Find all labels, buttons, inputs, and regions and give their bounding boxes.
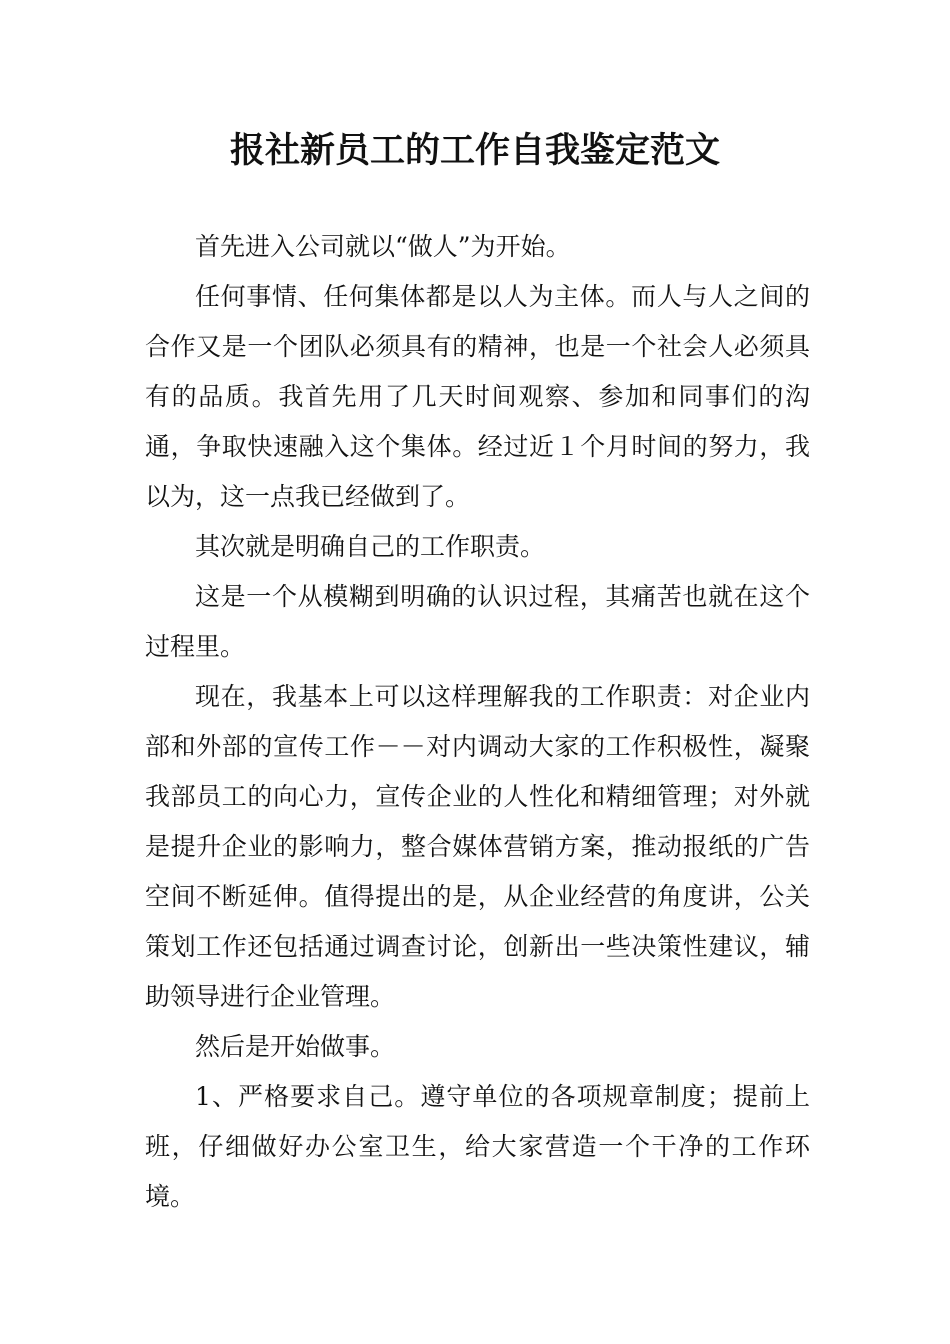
document-body bbox=[145, 222, 810, 1222]
paragraph-6: 然后是开始做事。 bbox=[195, 1032, 396, 1061]
paragraph-7: 1、严格要求自己。遵守单位的各项规章制度；提前上班，仔细做好办公室卫生，给大家营造一个干净的工作环境。 bbox=[145, 1082, 810, 1211]
paragraph-1: 首先进入公司就以“做人”为开始。 bbox=[195, 232, 571, 261]
paragraph-3: 其次就是明确自己的工作职责。 bbox=[195, 532, 546, 561]
paragraph-5: 现在，我基本上可以这样理解我的工作职责：对企业内部和外部的宣传工作－－对内调动大家的工作积极性，凝聚我部员工的向心力，宣传企业的人性化和精细管理；对外就是提升企业的影响力，整合媒体营销方案，推动报纸的广告空间不断延伸。值得提出的是，从企业经营的角度讲，公关策划工作还包括通过调查讨论，创新出一些决策性建议，辅助领导进行企业管理。 bbox=[145, 682, 810, 1011]
paragraph-2: 任何事情、任何集体都是以人为主体。而人与人之间的合作又是一个团队必须具有的精神，也是一个社会人必须具有的品质。我首先用了几天时间观察、参加和同事们的沟通，争取快速融入这个集体。经过近１个月时间的努力，我以为，这一点我已经做到了。 bbox=[145, 282, 810, 511]
document-title: 报社新员工的工作自我鉴定范文 bbox=[229, 131, 720, 171]
paragraph-4: 这是一个从模糊到明确的认识过程，其痛苦也就在这个过程里。 bbox=[145, 582, 810, 661]
